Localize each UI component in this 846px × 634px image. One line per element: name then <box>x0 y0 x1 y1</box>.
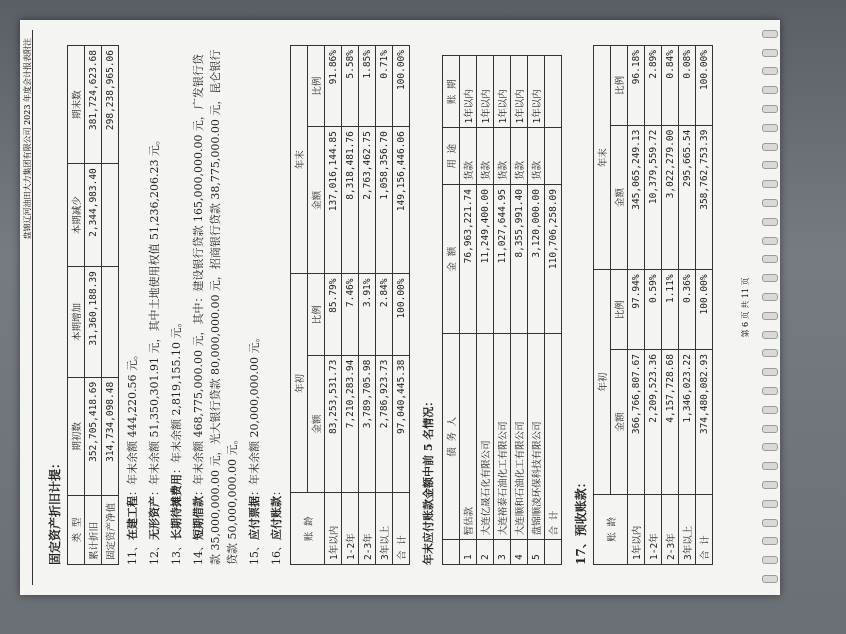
table-cell: 0.08% <box>679 46 696 126</box>
spiral-ring <box>762 199 778 207</box>
table-row <box>477 56 494 565</box>
spiral-ring <box>762 49 778 57</box>
spiral-ring <box>762 443 778 451</box>
table-cell: 货款 <box>511 128 528 185</box>
table-cell: 295,665.54 <box>679 125 696 270</box>
table-cell: 298,238,965.06 <box>102 46 119 164</box>
table-cell: 1年以内 <box>477 56 494 128</box>
column-subheader: 金额 <box>308 355 325 493</box>
table-cell: 3,789,705.98 <box>359 355 376 493</box>
column-subheader: 比例 <box>308 274 325 355</box>
spiral-ring <box>762 86 778 94</box>
table-cell: 2-3年 <box>359 493 376 565</box>
table-cell: 85.79% <box>325 274 342 355</box>
spiral-ring <box>762 575 778 583</box>
spiral-ring <box>762 406 778 414</box>
spiral-ring <box>762 274 778 282</box>
column-subheader: 比例 <box>611 46 628 126</box>
table-cell: 1年以内 <box>325 493 342 565</box>
table-header-row <box>68 46 85 565</box>
table-cell: 76,963,221.74 <box>460 185 477 334</box>
note-heading: 长期待摊费用 <box>170 474 183 540</box>
column-subheader: 比例 <box>611 270 628 350</box>
note-text: ：年末余额 2,819,155.10 元。 <box>170 316 183 474</box>
table-cell: 1,346,023.22 <box>679 350 696 495</box>
column-header: 金 额 <box>443 185 460 334</box>
table-cell: 1年以内 <box>511 56 528 128</box>
spiral-binding <box>762 20 776 595</box>
note-number: 11、 <box>126 540 139 565</box>
table-row <box>628 46 645 565</box>
table-cell: 3 <box>494 540 511 565</box>
table-cell: 0.71% <box>376 46 393 127</box>
payables-table <box>290 45 410 565</box>
note-item <box>246 45 263 565</box>
table-row <box>679 46 696 565</box>
spiral-ring <box>762 218 778 226</box>
table-cell: 大连亿晟石化有限公司 <box>477 334 494 540</box>
table-cell: 110,706,258.09 <box>545 185 562 334</box>
table-row <box>359 46 376 565</box>
page-footer: 第 6 页 共 11 页 <box>741 277 750 338</box>
table-cell: 366,766,807.67 <box>628 350 645 495</box>
table-cell: 3年以上 <box>376 493 393 565</box>
table-cell: 2,344,983.40 <box>85 164 102 267</box>
note-heading: 在建工程 <box>126 496 139 540</box>
table-cell: 1-2年 <box>342 493 359 565</box>
table-cell: 1年以内 <box>628 494 645 564</box>
note-heading: 短期借款 <box>192 496 205 540</box>
table-row <box>511 56 528 565</box>
column-header: 期初数 <box>68 377 85 495</box>
table-cell <box>545 56 562 128</box>
table-cell: 1.11% <box>662 270 679 350</box>
table-row <box>85 46 102 565</box>
note-number: 15、 <box>248 540 261 565</box>
table-cell <box>102 164 119 267</box>
spiral-ring <box>762 30 778 38</box>
table-cell: 0.36% <box>679 270 696 350</box>
spiral-ring <box>762 462 778 470</box>
table-cell: 大连裕泰石油化工有限公司 <box>494 334 511 540</box>
table-row <box>545 56 562 565</box>
table-header-row <box>594 46 611 565</box>
table-cell: 1.85% <box>359 46 376 127</box>
note-item <box>190 45 241 565</box>
note-number: 16、 <box>270 540 283 565</box>
table-cell: 381,724,623.68 <box>85 46 102 164</box>
note-text: ： <box>270 485 283 496</box>
table-cell: 83,253,531.73 <box>325 355 342 493</box>
note-item <box>268 45 285 565</box>
spiral-ring <box>762 237 778 245</box>
table-subheader-row <box>308 46 325 565</box>
fixed-assets-table <box>67 45 119 565</box>
table-cell: 100.00% <box>696 270 713 350</box>
spiral-ring <box>762 331 778 339</box>
page-content <box>40 45 713 565</box>
spiral-ring <box>762 105 778 113</box>
table-cell: 1年以内 <box>494 56 511 128</box>
column-header: 期末数 <box>68 46 85 164</box>
table-cell: 0.59% <box>645 270 662 350</box>
spiral-ring <box>762 537 778 545</box>
table-cell: 货款 <box>528 128 545 185</box>
note-text: ：年末余额 444,220.56 元。 <box>126 349 139 496</box>
prepayments-table <box>593 45 713 565</box>
table-cell: 358,762,753.39 <box>696 125 713 270</box>
note-item <box>124 45 141 565</box>
note-number: 13、 <box>170 540 183 565</box>
table-cell: 2 <box>477 540 494 565</box>
column-header: 年末 <box>594 46 611 270</box>
table-header-row <box>443 56 460 565</box>
table-cell: 3,022,279.00 <box>662 125 679 270</box>
table-cell: 2.89% <box>645 46 662 126</box>
table-cell: 3.91% <box>359 274 376 355</box>
note-text: ：年末余额 20,000,000.00 元。 <box>248 331 261 496</box>
table-cell: 2,786,923.73 <box>376 355 393 493</box>
column-header: 本期减少 <box>68 164 85 267</box>
table-cell <box>545 540 562 565</box>
table-cell: 5 <box>528 540 545 565</box>
table-cell: 2,763,462.75 <box>359 127 376 274</box>
table-cell: 345,065,249.13 <box>628 125 645 270</box>
table-cell <box>545 128 562 185</box>
table-cell <box>102 267 119 378</box>
table-cell: 1年以内 <box>528 56 545 128</box>
spiral-ring <box>762 387 778 395</box>
notes-list <box>124 45 285 565</box>
table-cell: 2-3年 <box>662 494 679 564</box>
column-header: 账 期 <box>443 56 460 128</box>
note-number: 12、 <box>148 540 161 565</box>
column-header: 年末 <box>291 46 308 275</box>
prepayments-title: 17、预收账款： <box>574 476 588 565</box>
table-cell: 100.00% <box>696 46 713 126</box>
column-header: 账 龄 <box>594 494 628 564</box>
column-subheader: 比例 <box>308 46 325 127</box>
spiral-ring <box>762 349 778 357</box>
top5-table <box>442 55 562 565</box>
spiral-ring <box>762 519 778 527</box>
spiral-ring <box>762 425 778 433</box>
table-cell: 97,040,445.38 <box>393 355 410 493</box>
table-cell: 合 计 <box>696 494 713 564</box>
spiral-ring <box>762 556 778 564</box>
table-cell: 96.18% <box>628 46 645 126</box>
table-cell: 暂估款 <box>460 334 477 540</box>
table-cell: 货款 <box>494 128 511 185</box>
table-cell: 合 计 <box>393 493 410 565</box>
column-subheader: 金额 <box>611 350 628 495</box>
table-row <box>393 46 410 565</box>
table-cell: 大连顺和石油化工有限公司 <box>511 334 528 540</box>
table-row <box>325 46 342 565</box>
table-row <box>376 46 393 565</box>
table-cell: 固定资产净值 <box>102 496 119 565</box>
table-row <box>645 46 662 565</box>
table-cell: 0.84% <box>662 46 679 126</box>
spiral-ring <box>762 255 778 263</box>
note-text: ：年末余额 468,775,000.00 元，其中：建设银行贷款 165,000,000.00 元，广发银行贷款 35,000,000.00 元，光大银行贷款 80,000,000.00 元，招商银行贷款 38,775,000.00 元，昆仑银行贷款 50,000,000.00 元。 <box>192 49 239 565</box>
table-cell: 8,355,991.40 <box>511 185 528 334</box>
table-header-row <box>291 46 308 565</box>
note-heading: 应付票据 <box>248 496 261 540</box>
table-row <box>102 46 119 565</box>
spiral-ring <box>762 293 778 301</box>
spiral-ring <box>762 312 778 320</box>
spiral-ring <box>762 143 778 151</box>
column-header <box>443 540 460 565</box>
column-header: 用 途 <box>443 128 460 185</box>
table-cell: 7.46% <box>342 274 359 355</box>
table-cell: 374,480,082.93 <box>696 350 713 495</box>
table-cell: 2,209,523.36 <box>645 350 662 495</box>
table-subheader-row <box>611 46 628 565</box>
top5-title: 年末应付账款金额中前 5 名情况： <box>422 395 435 565</box>
column-subheader: 金额 <box>611 125 628 270</box>
fixed-assets-title: 固定资产折旧计提： <box>48 456 62 565</box>
table-cell: 352,705,418.69 <box>85 377 102 495</box>
table-cell: 11,027,644.95 <box>494 185 511 334</box>
table-cell: 8,318,481.76 <box>342 127 359 274</box>
table-cell: 1-2年 <box>645 494 662 564</box>
table-cell: 1,058,356.70 <box>376 127 393 274</box>
spiral-ring <box>762 161 778 169</box>
note-heading: 无形资产 <box>148 496 161 540</box>
note-text: ：年末余额 51,350,301.91 元，其中土地使用权值 51,236,206.23 元。 <box>148 134 161 496</box>
table-cell: 97.94% <box>628 270 645 350</box>
table-cell: 11,249,400.00 <box>477 185 494 334</box>
table-cell: 合 计 <box>545 334 562 540</box>
spiral-ring <box>762 124 778 132</box>
spiral-ring <box>762 368 778 376</box>
table-row <box>696 46 713 565</box>
column-header: 类 型 <box>68 496 85 565</box>
table-cell: 91.86% <box>325 46 342 127</box>
spiral-ring <box>762 500 778 508</box>
table-row <box>662 46 679 565</box>
table-cell: 1 <box>460 540 477 565</box>
note-item <box>168 45 185 565</box>
table-row <box>342 46 359 565</box>
table-cell: 盘锦顺凌环保科技有限公司 <box>528 334 545 540</box>
table-cell: 3,120,000.00 <box>528 185 545 334</box>
spiral-ring <box>762 481 778 489</box>
table-cell: 1年以内 <box>460 56 477 128</box>
table-cell: 货款 <box>460 128 477 185</box>
table-cell: 7,210,283.94 <box>342 355 359 493</box>
table-cell: 149,156,446.06 <box>393 127 410 274</box>
column-subheader: 金额 <box>308 127 325 274</box>
column-header: 债 务 人 <box>443 334 460 540</box>
table-cell: 4,157,728.68 <box>662 350 679 495</box>
table-row <box>528 56 545 565</box>
note-heading: 应付账款 <box>270 496 283 540</box>
table-cell: 100.00% <box>393 274 410 355</box>
table-cell: 货款 <box>477 128 494 185</box>
document-page <box>20 20 780 595</box>
table-row <box>494 56 511 565</box>
table-cell: 10,379,559.72 <box>645 125 662 270</box>
spiral-ring <box>762 67 778 75</box>
table-cell: 2.84% <box>376 274 393 355</box>
spiral-ring <box>762 180 778 188</box>
table-cell: 137,016,144.85 <box>325 127 342 274</box>
column-header: 年初 <box>594 270 611 494</box>
page-header: 盘锦辽河油田大力集团有限公司 2023 年度会计报表附注 <box>23 38 32 240</box>
table-cell: 累计折旧 <box>85 496 102 565</box>
table-cell: 31,360,188.39 <box>85 267 102 378</box>
note-number: 14、 <box>192 540 205 565</box>
header-rule <box>32 30 33 585</box>
table-cell: 4 <box>511 540 528 565</box>
column-header: 年初 <box>291 274 308 493</box>
table-cell: 314,734,098.48 <box>102 377 119 495</box>
table-cell: 5.58% <box>342 46 359 127</box>
note-item <box>146 45 163 565</box>
column-header: 账 龄 <box>291 493 325 565</box>
column-header: 本期增加 <box>68 267 85 378</box>
table-row <box>460 56 477 565</box>
table-cell: 100.00% <box>393 46 410 127</box>
table-cell: 3年以上 <box>679 494 696 564</box>
